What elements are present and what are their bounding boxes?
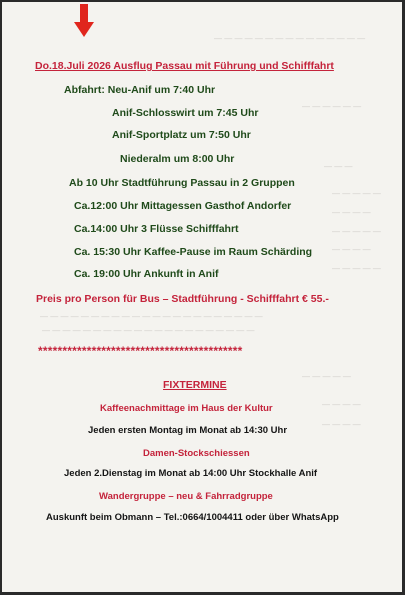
departure-neu-anif: Abfahrt: Neu-Anif um 7:40 Uhr — [64, 84, 216, 96]
separator: ****************************************** — [38, 344, 243, 358]
flyer-page: — — — — — — — — — — — — — — — — — — — — — — — — — — — — — — — — — — — — — — — — — — — — — — — — — — — — — — — — — — — — — — — — — — — — — — — — — — — — — — — — — — — — — — — — — — — — — — — — — — — — — — — Do.18.Juli 2026 Ausflug Passau mit Führung und Schifffahrt Abfahrt: Neu-Anif um 7:40 Uhr Anif-Schlosswirt um 7:45 Uhr Anif-Sportplatz um 7:50 Uhr Niederalm um 8:00 Uhr Ab 10 Uhr Stadtführung Passau in 2 Gruppen Ca.12:00 Uhr Mittagessen Gasthof Andorfer Ca.14:00 Uhr 3 Flüsse Schifffahrt Ca. 15:30 Uhr Kaffee-Pause im Raum Schärding Ca. 19:00 Uhr Ankunft in Anif Preis pro Person für Bus – Stadtführung - Schifffahrt € 55.- ****************************************** FIXTERMINE Kaffeenachmittage im Haus der Kultur Jeden ersten Montag im Monat ab 14:30 Uhr Damen-Stockschiessen Jeden 2.Dienstag im Monat ab 14:00 Uhr Stockhalle Anif Wandergruppe – neu & Fahrradgruppe Auskunft beim Obmann – Tel.:0664/1004411 oder über WhatsApp — [2, 2, 402, 592]
schedule-arrival: Ca. 19:00 Uhr Ankunft in Anif — [74, 268, 219, 280]
contact-info: Auskunft beim Obmann – Tel.:0664/1004411 oder über WhatsApp — [46, 512, 339, 523]
price-line: Preis pro Person für Bus – Stadtführung - Schifffahrt € 55.- — [36, 293, 329, 305]
departure-niederalm: Niederalm um 8:00 Uhr — [120, 153, 235, 165]
coffee-afternoons-time: Jeden ersten Montag im Monat ab 14:30 Uhr — [88, 425, 288, 436]
departure-sportplatz: Anif-Sportplatz um 7:50 Uhr — [112, 129, 251, 141]
fixed-dates-title: FIXTERMINE — [163, 379, 227, 391]
trip-heading: Do.18.Juli 2026 Ausflug Passau mit Führung und Schifffahrt — [35, 60, 334, 72]
coffee-afternoons-title: Kaffeenachmittage im Haus der Kultur — [100, 403, 273, 414]
schedule-city-tour: Ab 10 Uhr Stadtführung Passau in 2 Gruppen — [69, 177, 295, 189]
departure-schlosswirt: Anif-Schlosswirt um 7:45 Uhr — [112, 107, 259, 119]
down-arrow-icon — [74, 4, 94, 38]
hiking-group-title: Wandergruppe – neu & Fahrradgruppe — [99, 491, 273, 502]
schedule-lunch: Ca.12:00 Uhr Mittagessen Gasthof Andorfer — [74, 200, 292, 212]
curling-title: Damen-Stockschiessen — [143, 448, 250, 459]
curling-time: Jeden 2.Dienstag im Monat ab 14:00 Uhr Stockhalle Anif — [64, 468, 318, 479]
schedule-coffee-break: Ca. 15:30 Uhr Kaffee-Pause im Raum Schärding — [74, 246, 313, 258]
schedule-boat-trip: Ca.14:00 Uhr 3 Flüsse Schifffahrt — [74, 223, 239, 235]
